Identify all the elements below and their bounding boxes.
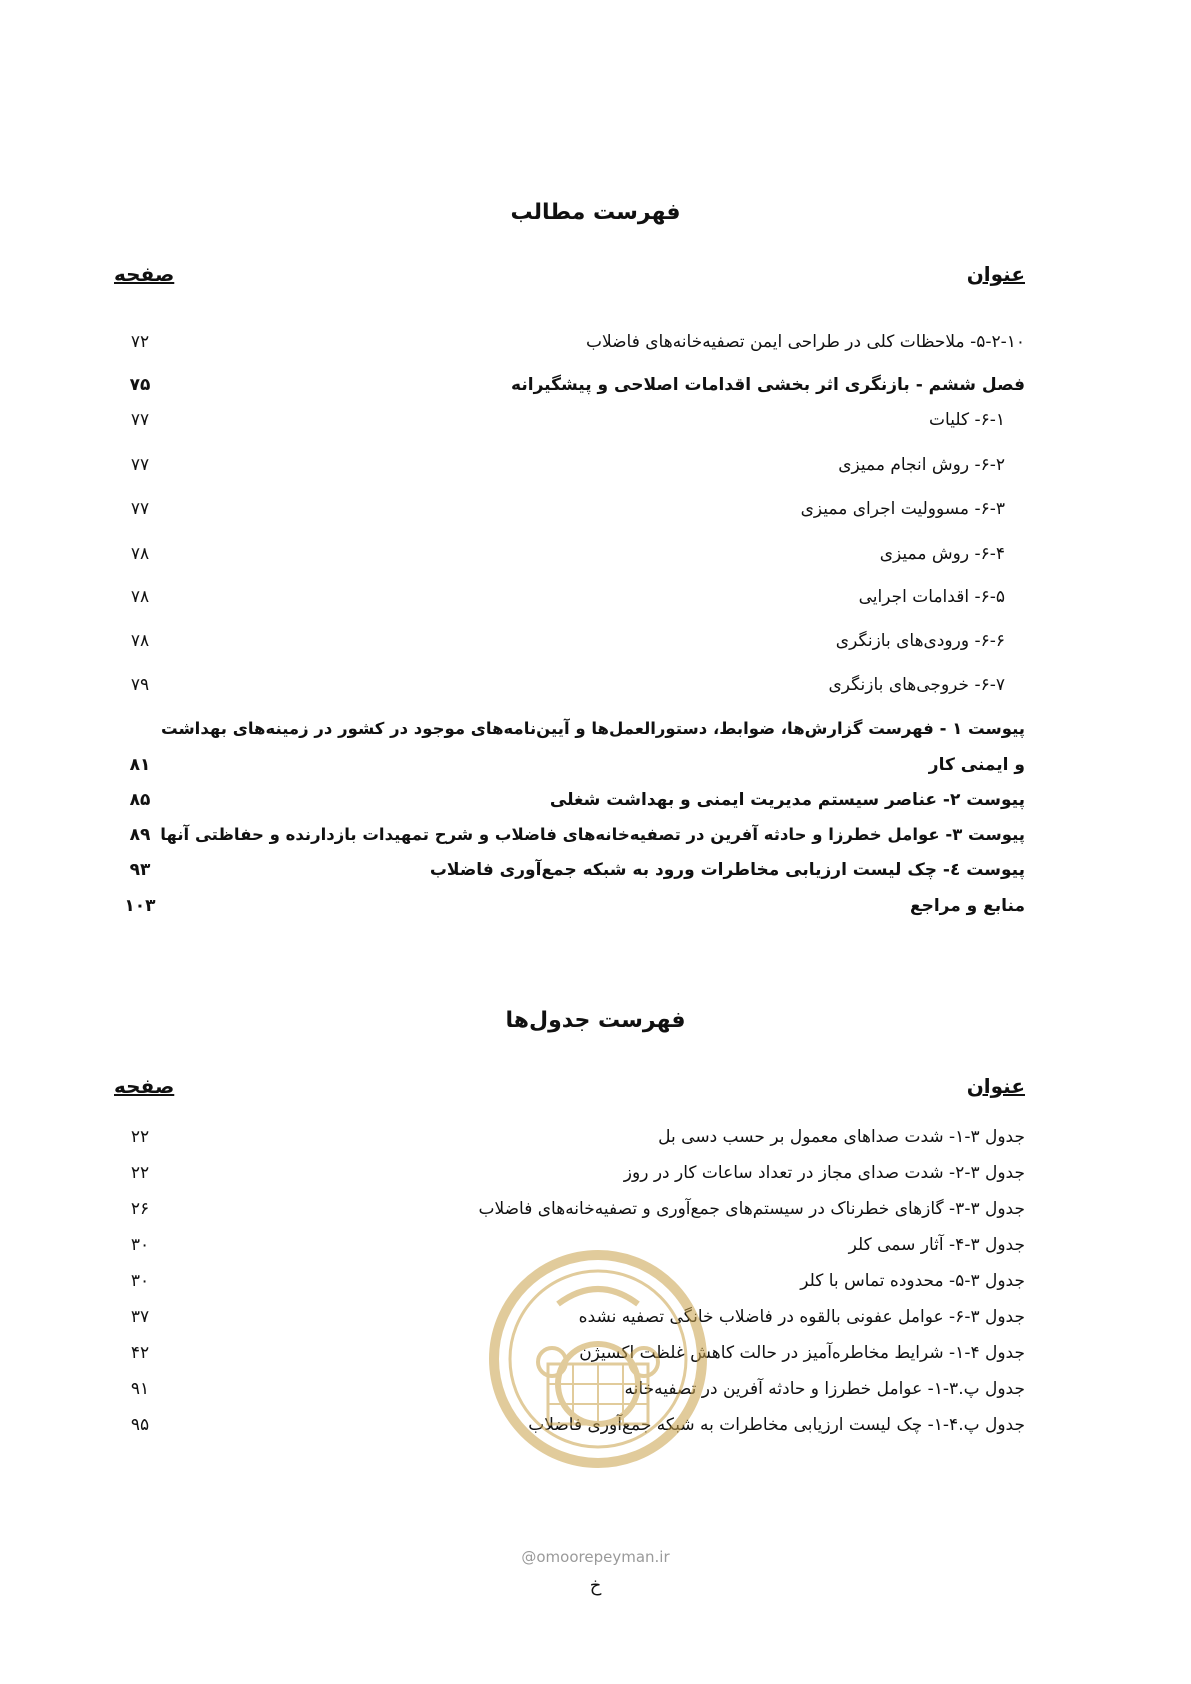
toc-entry-title: ۶-۷- خروجی‌های بازنگری <box>828 675 1005 695</box>
toc-entry-page: ۸۹ <box>129 825 151 845</box>
watermark-site: @omoorepeyman.ir <box>521 1548 670 1566</box>
toc-entry[interactable] <box>0 325 1191 359</box>
table-entry-page: ۲۶ <box>130 1199 150 1219</box>
toc-entry[interactable] <box>0 712 1191 746</box>
table-entry-title: جدول ۴-۱- شرایط مخاطره‌آمیز در حالت کاهش غلظت اکسیژن <box>579 1343 1025 1363</box>
toc-header-page: صفحه <box>114 262 175 286</box>
toc-entry-page: ۷۲ <box>130 332 150 352</box>
toc-entry-title: ۶-۳- مسوولیت اجرای ممیزی <box>800 499 1005 519</box>
toc-entry-title: ۶-۴- روش ممیزی <box>879 544 1005 564</box>
toc-entry-title: ۶-۱- کلیات <box>929 410 1005 430</box>
toc-entry[interactable] <box>0 853 1191 887</box>
toc-entry-page: ۷۸ <box>130 631 150 651</box>
toc-entry-page: ۷۷ <box>130 410 150 430</box>
table-entry-title: جدول ۳-۳- گازهای خطرناک در سیستم‌های جمع‌آوری و تصفیه‌خانه‌های فاضلاب <box>478 1199 1025 1219</box>
toc-entry-page: ۸۱ <box>129 755 151 775</box>
toc-entry-page: ۷۷ <box>130 499 150 519</box>
toc-entry-title: پیوست ٤- چک لیست ارزیابی مخاطرات ورود به شبکه جمع‌آوری فاضلاب <box>429 860 1025 880</box>
tables-title: فهرست جدول‌ها <box>505 1008 686 1033</box>
toc-entry-page: ۷۵ <box>129 375 151 395</box>
table-entry-title: جدول ۳-۵- محدوده تماس با کلر <box>800 1271 1025 1291</box>
toc-entry-page: ۷۹ <box>130 675 150 695</box>
page-number: خ <box>589 1575 602 1596</box>
toc-entry-title: پیوست ۲- عناصر سیستم مدیریت ایمنی و بهداشت شغلی <box>549 790 1025 810</box>
toc-entry-title: ۶-۵- اقدامات اجرایی <box>858 587 1005 607</box>
tables-header-title: عنوان <box>966 1074 1025 1098</box>
toc-entry[interactable] <box>0 580 1191 614</box>
table-entry-title: جدول ۳-۱- شدت صداهای معمول بر حسب دسی بل <box>658 1127 1025 1147</box>
table-entry-page: ۴۲ <box>130 1343 150 1363</box>
toc-entry-page: ۹۳ <box>129 860 151 880</box>
table-entry-page: ۲۲ <box>130 1127 150 1147</box>
toc-entry[interactable] <box>0 783 1191 817</box>
table-entry-title: جدول ۳-۴- آثار سمی کلر <box>848 1235 1025 1255</box>
toc-entry-page: ۱۰۳ <box>124 896 156 916</box>
toc-entry-page: ۷۸ <box>130 587 150 607</box>
toc-entry[interactable] <box>0 668 1191 702</box>
toc-entry[interactable] <box>0 368 1191 402</box>
table-entry-page: ۹۵ <box>130 1415 150 1435</box>
toc-entry[interactable] <box>0 492 1191 526</box>
toc-entry[interactable] <box>0 889 1191 923</box>
toc-entry-page: ۷۸ <box>130 544 150 564</box>
table-entry-title: جدول پ.۳-۱- عوامل خطرزا و حادثه آفرین در تصفیه‌خانه <box>624 1379 1025 1399</box>
toc-header-title: عنوان <box>966 262 1025 286</box>
toc-entry[interactable] <box>0 748 1191 782</box>
table-entry[interactable] <box>0 1120 1191 1154</box>
toc-entry-title: ۶-۲- روش انجام ممیزی <box>838 455 1005 475</box>
toc-entry[interactable] <box>0 448 1191 482</box>
toc-entry-page: ۸۵ <box>129 790 151 810</box>
toc-entry[interactable] <box>0 818 1191 852</box>
table-entry-page: ۳۰ <box>130 1235 150 1255</box>
toc-entry-title: پیوست ۱ - فهرست گزارش‌ها، ضوابط، دستورالعمل‌ها و آیین‌نامه‌های موجود در کشور در زمینه‌های بهداشت <box>160 719 1025 738</box>
toc-entry[interactable] <box>0 624 1191 658</box>
table-entry-title: جدول ۳-۶- عوامل عفونی بالقوه در فاضلاب خانگی تصفیه نشده <box>578 1307 1025 1327</box>
toc-title: فهرست مطالب <box>510 200 681 225</box>
table-entry-page: ۳۰ <box>130 1271 150 1291</box>
toc-entry[interactable] <box>0 403 1191 437</box>
watermark-seal-icon <box>488 1244 708 1474</box>
table-entry-page: ۹۱ <box>130 1379 150 1399</box>
toc-entry-title: پیوست ۳- عوامل خطرزا و حادثه آفرین در تصفیه‌خانه‌های فاضلاب و شرح تمهیدات بازدارنده و حفاظتی آنها <box>160 825 1025 844</box>
toc-entry-page: ۷۷ <box>130 455 150 475</box>
table-entry[interactable] <box>0 1192 1191 1226</box>
toc-entry-title: فصل ششم - بازنگری اثر بخشی اقدامات اصلاحی و پیشگیرانه <box>511 375 1025 395</box>
toc-entry-title: و ایمنی کار <box>928 755 1025 775</box>
toc-entry-title: ۵-۲-۱۰- ملاحظات کلی در طراحی ایمن تصفیه‌خانه‌های فاضلاب <box>585 332 1025 352</box>
table-entry[interactable] <box>0 1156 1191 1190</box>
tables-header-page: صفحه <box>114 1074 175 1098</box>
toc-entry[interactable] <box>0 537 1191 571</box>
toc-entry-title: ۶-۶- ورودی‌های بازنگری <box>835 631 1005 651</box>
table-entry-page: ۳۷ <box>130 1307 150 1327</box>
table-entry-title: جدول ۳-۲- شدت صدای مجاز در تعداد ساعات کار در روز <box>623 1163 1025 1183</box>
table-entry-page: ۲۲ <box>130 1163 150 1183</box>
toc-entry-title: منابع و مراجع <box>909 896 1025 916</box>
table-entry-title: جدول پ.۴-۱- چک لیست ارزیابی مخاطرات به شبکه جمع‌آوری فاضلاب <box>528 1415 1025 1435</box>
